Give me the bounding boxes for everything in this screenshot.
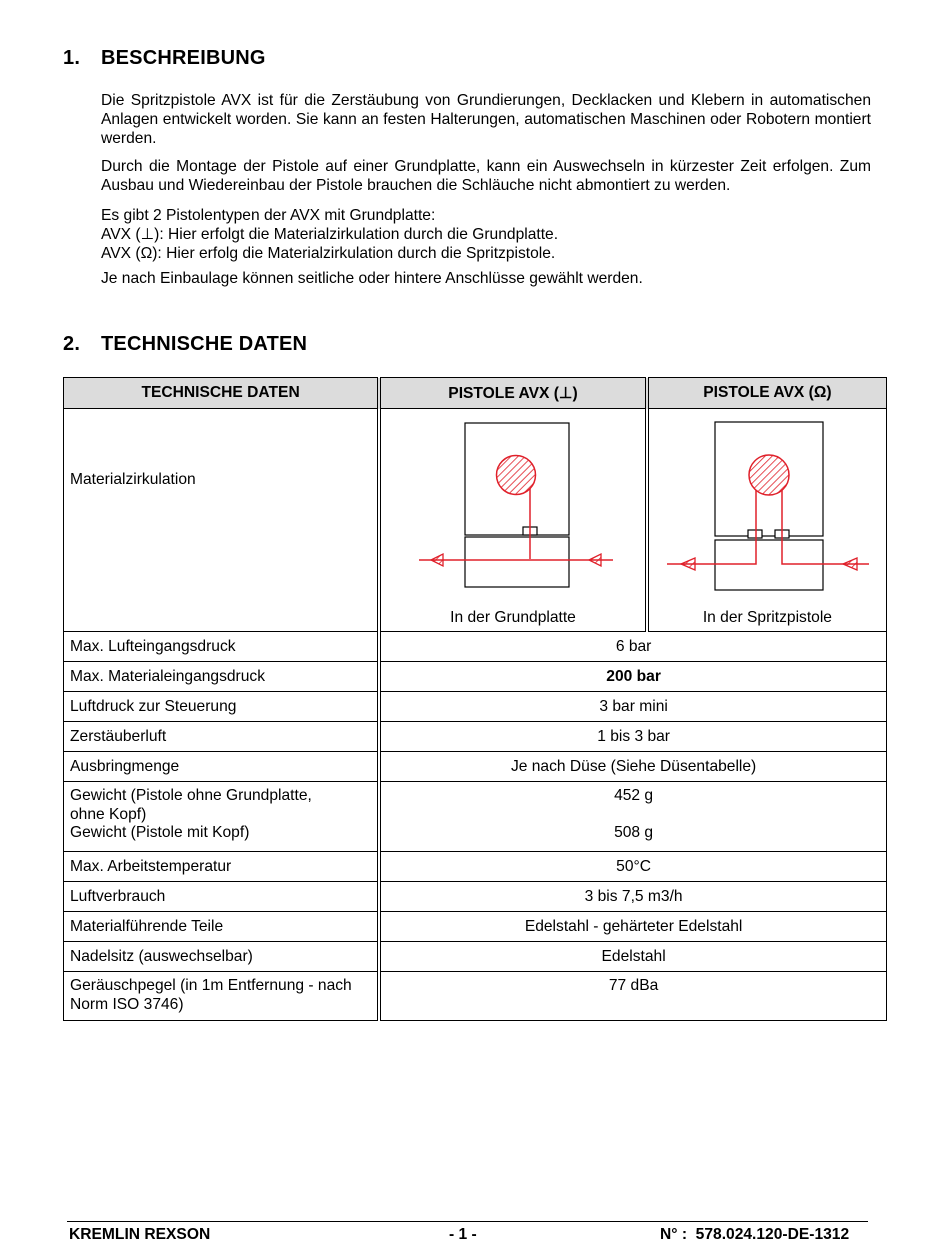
circulation-diagram-base	[381, 409, 643, 631]
table-row	[64, 662, 887, 692]
table-row	[64, 632, 887, 662]
value-line: 508 g	[614, 824, 654, 841]
description-paragraph-4: Je nach Einbaulage können seitliche oder hintere Anschlüsse gewählt werden.	[101, 270, 643, 287]
row-value: 200 bar	[379, 662, 886, 692]
row-label: Luftverbrauch	[64, 882, 380, 912]
circulation-diagram-gun	[649, 409, 889, 631]
table-row	[64, 722, 887, 752]
row-label	[64, 782, 380, 852]
table-row	[64, 852, 887, 882]
row-label: Materialzirkulation	[64, 409, 380, 632]
table-row	[64, 942, 887, 972]
description-paragraph-1: Die Spritzpistole AVX ist für die Zerstäubung von Grundierungen, Decklacken und Klebern in automatischen Anlagen entwickelt worden. Sie kann an festen Halterungen, automatischen Maschinen oder Robotern montiert werden.	[101, 92, 871, 147]
row-label: Luftdruck zur Steuerung	[64, 692, 380, 722]
diagram-caption: In der Spritzpistole	[702, 609, 832, 626]
footer-divider	[67, 1221, 868, 1222]
label-line: Norm ISO 3746)	[70, 995, 184, 1013]
diagram-row	[64, 409, 887, 632]
table-row-weight	[64, 782, 887, 852]
row-value: 77 dBa	[379, 972, 886, 1021]
table-row	[64, 912, 887, 942]
section-2-heading	[63, 333, 307, 356]
row-label: Max. Lufteingangsdruck	[64, 632, 380, 662]
table-row	[64, 882, 887, 912]
section-number: 2.	[63, 333, 81, 355]
footer-company: KREMLIN REXSON	[69, 1226, 211, 1243]
description-paragraph-3	[101, 206, 871, 263]
table-row	[64, 752, 887, 782]
footer-page-number: - 1 -	[449, 1226, 477, 1243]
section-1-heading	[63, 47, 266, 70]
row-value: 3 bar mini	[379, 692, 886, 722]
diagram-cell-gun	[647, 409, 887, 632]
table-row	[64, 692, 887, 722]
row-label: Materialführende Teile	[64, 912, 380, 942]
value-line: 452 g	[614, 787, 654, 804]
header-technical-data: TECHNISCHE DATEN	[64, 378, 380, 409]
row-label: Ausbringmenge	[64, 752, 380, 782]
row-label: Max. Arbeitstemperatur	[64, 852, 380, 882]
section-title: TECHNISCHE DATEN	[101, 333, 308, 355]
section-title: BESCHREIBUNG	[101, 47, 266, 69]
description-paragraph-2: Durch die Montage der Pistole auf einer Grundplatte, kann ein Auswechseln in kürzester Zeit erfolgen. Zum Ausbau und Wiedereinbau der Pistole brauchen die Schläuche nicht abmontiert zu werden.	[101, 158, 871, 194]
row-label	[64, 972, 380, 1021]
table-row-noise	[64, 972, 887, 1021]
technical-data-table	[63, 377, 887, 1021]
row-value	[379, 782, 886, 852]
header-pistole-avx-base: PISTOLE AVX (⊥)	[379, 378, 647, 409]
label-line: ohne Kopf)	[70, 805, 147, 823]
label-line: Gewicht (Pistole ohne Grundplatte,	[70, 787, 312, 804]
footer-document-number: N° : 578.024.120-DE-1312	[660, 1226, 850, 1243]
label-line: Gewicht (Pistole mit Kopf)	[70, 824, 250, 841]
table-header-row	[64, 378, 887, 409]
diagram-caption: In der Grundplatte	[450, 609, 576, 626]
paragraph-line: AVX (Ω): Hier erfolg die Materialzirkulation durch die Spritzpistole.	[101, 245, 556, 262]
row-value: 3 bis 7,5 m3/h	[379, 882, 886, 912]
row-label: Nadelsitz (auswechselbar)	[64, 942, 380, 972]
header-pistole-avx-gun: PISTOLE AVX (Ω)	[647, 378, 887, 409]
paragraph-line: Es gibt 2 Pistolentypen der AVX mit Grundplatte:	[101, 207, 436, 224]
row-value: Edelstahl - gehärteter Edelstahl	[379, 912, 886, 942]
row-value: Je nach Düse (Siehe Düsentabelle)	[379, 752, 886, 782]
row-label: Zerstäuberluft	[64, 722, 380, 752]
row-value: 50°C	[379, 852, 886, 882]
section-number: 1.	[63, 47, 81, 69]
label-line: Geräuschpegel (in 1m Entfernung - nach	[70, 977, 352, 994]
paragraph-line: AVX (⊥): Hier erfolgt die Materialzirkulation durch die Grundplatte.	[101, 226, 559, 243]
row-label: Max. Materialeingangsdruck	[64, 662, 380, 692]
row-value: Edelstahl	[379, 942, 886, 972]
row-value: 1 bis 3 bar	[379, 722, 886, 752]
diagram-cell-base	[379, 409, 647, 632]
row-value: 6 bar	[379, 632, 886, 662]
